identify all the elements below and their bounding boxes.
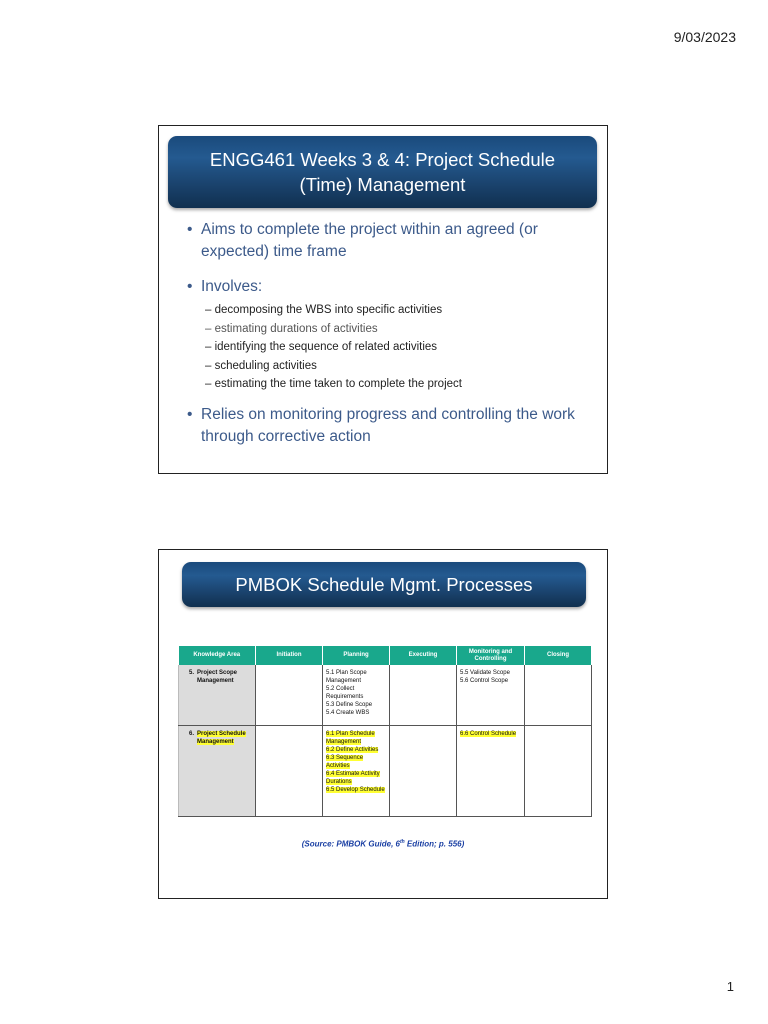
process-item: 6.6 Control Schedule [460, 731, 517, 737]
closing-cell [525, 726, 592, 817]
col-header: Initiation [256, 646, 323, 665]
executing-cell [390, 665, 457, 726]
col-header: Closing [525, 646, 592, 665]
sub-item: – identifying the sequence of related activities [205, 341, 438, 353]
bullet-involves: • Involves: [187, 276, 597, 298]
ka-name: Project Schedule Management [197, 731, 246, 745]
col-header: Executing [390, 646, 457, 665]
monitoring-cell [457, 665, 525, 726]
table-header-row [179, 646, 592, 665]
bullet-aims: • Aims to complete the project within an agreed (or expected) time frame [187, 219, 597, 263]
ka-number: 6. [188, 731, 194, 737]
table-row [179, 726, 592, 817]
monitoring-cell [457, 726, 525, 817]
involves-sublist [187, 301, 597, 394]
slide-2-title: PMBOK Schedule Mgmt. Processes [235, 574, 533, 595]
page-date: 9/03/2023 [673, 29, 736, 45]
table-row [179, 665, 592, 726]
process-item: 6.4 Estimate Activity Durations [326, 771, 380, 785]
slide-2-title-bar [182, 562, 586, 607]
process-item: 6.1 Plan Schedule Management [326, 731, 375, 745]
process-item: 5.2 Collect Requirements [326, 686, 364, 700]
planning-cell [323, 665, 390, 726]
col-header: Planning [323, 646, 390, 665]
planning-cell [323, 726, 390, 817]
initiation-cell [256, 726, 323, 817]
slide-2 [158, 549, 608, 899]
process-item: 5.6 Control Scope [460, 678, 509, 684]
process-item: 5.5 Validate Scope [460, 670, 510, 676]
knowledge-area-cell [179, 665, 256, 726]
process-item: 5.1 Plan Scope Management [326, 670, 367, 684]
ka-number: 5. [188, 670, 194, 676]
process-item: 6.3 Sequence Activities [326, 755, 364, 769]
slide-1-bullets [187, 219, 597, 448]
col-header: Monitoring and Controlling [457, 646, 525, 665]
bullet-relies: • Relies on monitoring progress and controlling the work through corrective action [187, 404, 597, 448]
knowledge-area-cell [179, 726, 256, 817]
sub-item: – decomposing the WBS into specific activities [205, 304, 443, 316]
ka-name: Project Scope Management [197, 670, 238, 684]
sub-item: – estimating the time taken to complete the project [205, 378, 462, 390]
page-number: 1 [726, 979, 734, 994]
closing-cell [525, 665, 592, 726]
slide-1 [158, 125, 608, 474]
process-item: 6.5 Develop Schedule [326, 787, 385, 793]
slide-1-title: ENGG461 Weeks 3 & 4: Project Schedule (Time) Management [209, 149, 556, 195]
executing-cell [390, 726, 457, 817]
slide-1-title-bar [168, 136, 597, 208]
process-item: 5.3 Define Scope [326, 702, 373, 708]
process-item: 5.4 Create WBS [326, 710, 370, 716]
process-item: 6.2 Define Activities [326, 747, 379, 753]
source-citation: (Source: PMBOK Guide, 6th Edition; p. 556) [301, 839, 465, 849]
col-header: Knowledge Area [179, 646, 256, 665]
initiation-cell [256, 665, 323, 726]
pmbok-table [178, 646, 591, 817]
sub-item: – estimating durations of activities [205, 322, 378, 335]
sub-item: – scheduling activities [205, 359, 317, 372]
